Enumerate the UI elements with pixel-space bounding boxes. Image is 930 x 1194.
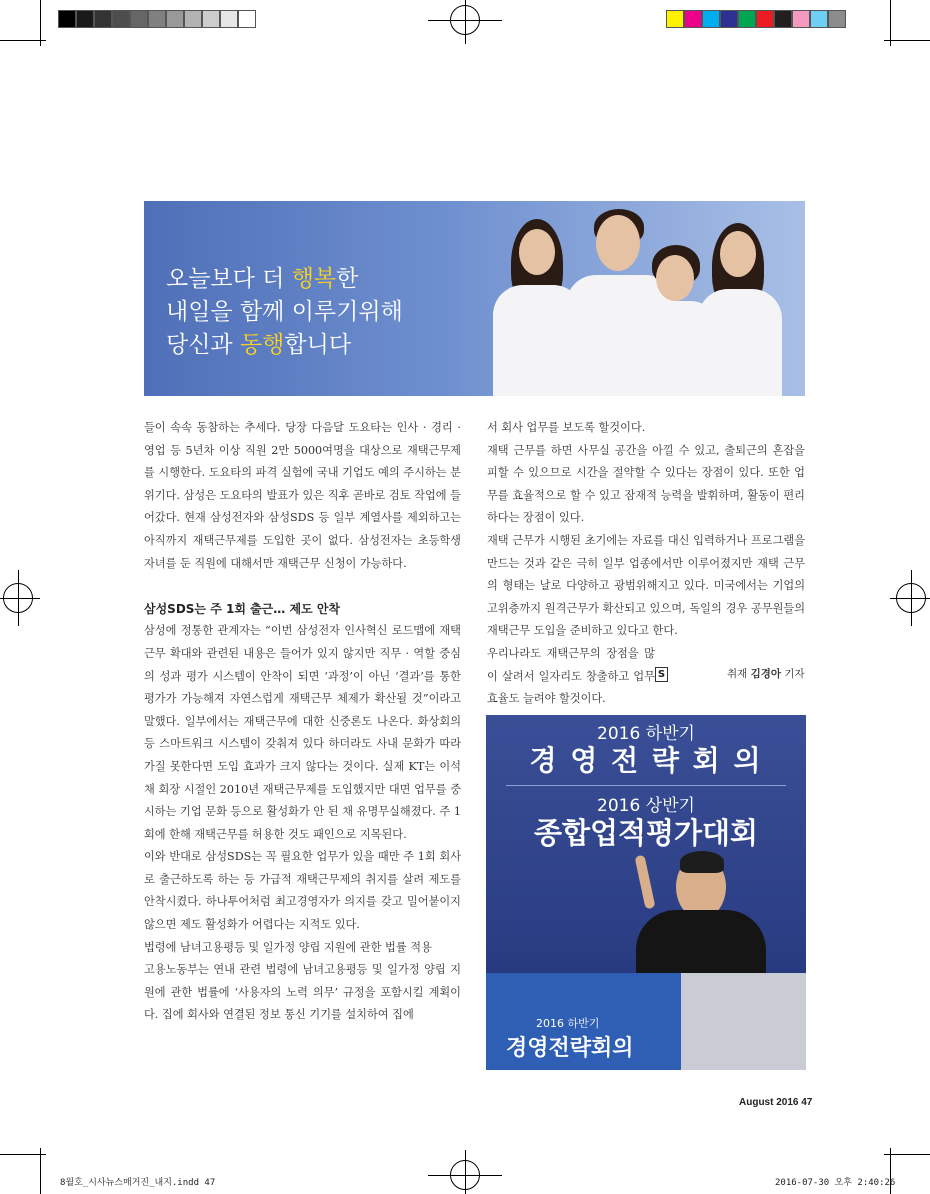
color-swatch bbox=[130, 10, 148, 28]
end-mark: S bbox=[655, 667, 668, 682]
left-column bbox=[144, 417, 461, 1027]
podium-text: 경영전략회의 bbox=[506, 1036, 634, 1061]
color-swatch bbox=[756, 10, 774, 28]
photo-caption-text: 2016 상반기 bbox=[597, 796, 695, 816]
podium-side bbox=[681, 973, 806, 1070]
paragraph: 법령에 남녀고용평등 및 일가정 양립 지원에 관한 법률 적용 bbox=[144, 940, 432, 954]
color-swatch bbox=[202, 10, 220, 28]
color-swatch bbox=[828, 10, 846, 28]
paragraph: 고용노동부는 연내 관련 법령에 남녀고용평등 및 일가정 양립 지원에 관한 법률에 ‘사용자의 노력 의무’ 규정을 포함시킬 계획이다. 집에 회사와 연결된 정보 통신 기기를 설치하여 집에 bbox=[144, 963, 461, 1022]
slogan-text: 내일을 함께 이루기위해 bbox=[166, 299, 403, 325]
speaker-hair bbox=[680, 851, 724, 873]
byline-prefix: 취재 bbox=[727, 668, 751, 680]
color-swatch bbox=[112, 10, 130, 28]
registration-line bbox=[890, 598, 930, 599]
photo-caption-text: 2016 하반기 bbox=[597, 724, 695, 744]
color-swatch bbox=[738, 10, 756, 28]
byline bbox=[727, 666, 805, 681]
slogan-text: 합니다 bbox=[284, 332, 352, 358]
paragraph: 이와 반대로 삼성SDS는 꼭 필요한 업무가 있을 때만 주 1회 회사로 출근하도록 하는 등 가급적 재택근무제의 취지를 살려 제도를 안착시켰다. 하나투어처럼 최고경영자가 의지를 갖고 밀어붙이지 않으면 제도 활성화가 어렵다는 지적도 있다. bbox=[144, 850, 461, 932]
slogan-text: 오늘보다 더 bbox=[166, 266, 292, 292]
color-swatch bbox=[792, 10, 810, 28]
color-swatch bbox=[702, 10, 720, 28]
color-swatch bbox=[76, 10, 94, 28]
section-subhead: 삼성SDS는 주 1회 출근… 제도 안착 bbox=[144, 601, 340, 616]
advertisement-banner bbox=[144, 201, 805, 396]
slogan-text: 한 bbox=[336, 266, 359, 292]
speaker-suit bbox=[636, 910, 766, 980]
gray-scale-bar bbox=[58, 10, 256, 28]
color-swatch bbox=[148, 10, 166, 28]
byline-suffix: 기자 bbox=[781, 668, 805, 680]
paragraph: 삼성에 정통한 관계자는 “이번 삼성전자 인사혁신 로드맵에 재택근무 확대와 관련된 내용은 들어가 있지 않지만 직무 · 역할 중심의 성과 평가 시스템이 안착이 되면 ‘과정’이 아닌 ‘결과’를 통한 평가가 가능해져 자연스럽게 재택근무 체제가 확산될 것”이라고 말했다. 일부에서는 재택근무에 대한 신중론도 나온다. 화상회의 등 스마트워크 시스템이 갖춰져 있다 하더라도 사내 문화가 따라가질 못한다면 도입 효과가 크지 않다는 것이다. 실제 KT는 이석채 회장 시절인 2010년 재택근무제를 도입했지만 대면 업무를 중시하는 기업 문화 등으로 활성화가 안 된 채 유명무실해졌다. 주 1회에 한해 재택근무를 허용한 것도 패인으로 지목된다. bbox=[144, 624, 461, 841]
divider bbox=[506, 785, 786, 786]
registration-line bbox=[911, 570, 912, 626]
reporter-name: 김경아 bbox=[750, 668, 782, 680]
crop-mark bbox=[884, 1154, 930, 1155]
crop-mark bbox=[0, 1154, 46, 1155]
color-swatch bbox=[810, 10, 828, 28]
color-swatch bbox=[720, 10, 738, 28]
file-slug: 8월호_시사뉴스매거진_내지.indd 47 bbox=[60, 1178, 216, 1188]
registration-line bbox=[18, 570, 19, 626]
slogan-highlight: 동행 bbox=[239, 332, 285, 358]
registration-line bbox=[465, 1150, 466, 1194]
color-swatch bbox=[166, 10, 184, 28]
podium bbox=[486, 973, 681, 1070]
color-swatch bbox=[666, 10, 684, 28]
slogan-text: 당신과 bbox=[166, 332, 240, 358]
color-swatch bbox=[220, 10, 238, 28]
photo-caption-text: 경 영 전 략 회 의 bbox=[529, 744, 763, 777]
color-swatch bbox=[684, 10, 702, 28]
slogan-highlight: 행복 bbox=[291, 266, 337, 292]
photo-caption-text: 종합업적평가대회 bbox=[533, 816, 759, 850]
paragraph: 우리나라도 재택근무의 장점을 많이 살려서 일자리도 창출하고 업무효율도 늘려야 할것이다. bbox=[487, 646, 655, 706]
color-swatch bbox=[58, 10, 76, 28]
crop-mark bbox=[884, 40, 930, 41]
banner-slogan bbox=[166, 263, 403, 362]
crop-mark bbox=[0, 40, 46, 41]
paragraph: 들이 속속 동참하는 추세다. 당장 다음달 도요타는 인사 · 경리 · 영업 등 5년차 이상 직원 2만 5000여명을 대상으로 재택근무제를 시행한다. 도요타의 파격 실험에 국내 기업도 예의 주시하는 분위기다. 삼성은 도요타의 발표가 있은 직후 곧바로 검토 작업에 들어갔다. 현재 삼성전자와 삼성SDS 등 일부 계열사를 제외하고는 아직까지 재택근무제를 도입한 곳이 없다. 삼성전자는 초등학생 자녀를 둔 직원에 대해서만 재택근무 신청이 가능하다. bbox=[144, 421, 461, 570]
color-swatch bbox=[238, 10, 256, 28]
color-swatch bbox=[94, 10, 112, 28]
color-swatch bbox=[184, 10, 202, 28]
paragraph: 재택 근무를 하면 사무실 공간을 아낄 수 있고, 출퇴근의 혼잡을 피할 수 있으므로 시간을 절약할 수 있다는 장점이 있다. 또한 업무를 효율적으로 할 수 있고 잠재적 능력을 발휘하며, 활동이 편리하다는 장점이 있다. bbox=[487, 443, 805, 525]
color-calibration-bar bbox=[666, 10, 846, 28]
registration-line bbox=[0, 598, 40, 599]
event-photo bbox=[486, 715, 806, 1070]
paragraph: 재택 근무가 시행된 초기에는 자료를 대신 입력하거나 프로그램을 만드는 것과 같은 극히 일부 업종에서만 이루어졌지만 재택 근무의 형태는 날로 다양하고 광범위해지고 있다. 미국에서는 기업의 고위층까지 원격근무가 확산되고 있으며, 독일의 경우 공무원들의 재택근무 도입을 준비하고 있다고 한다. bbox=[487, 533, 805, 638]
speaker-arm bbox=[634, 855, 655, 910]
page-folio: August 2016 47 bbox=[739, 1097, 813, 1108]
podium-text: 2016 하반기 bbox=[536, 1017, 600, 1030]
paragraph: 서 회사 업무를 보도록 할것이다. bbox=[487, 421, 646, 434]
color-swatch bbox=[774, 10, 792, 28]
registration-line bbox=[465, 0, 466, 44]
timestamp-slug: 2016-07-30 오후 2:40:26 bbox=[775, 1178, 896, 1188]
